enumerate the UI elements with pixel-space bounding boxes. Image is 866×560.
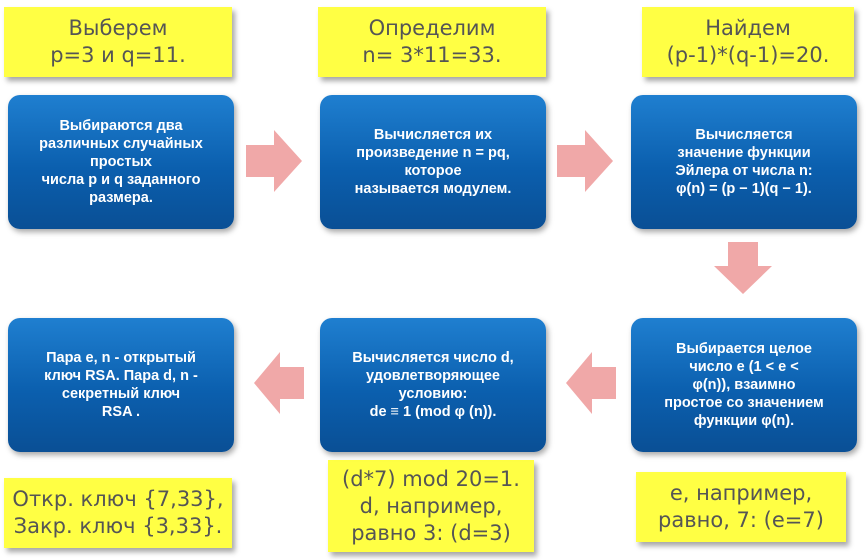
step-line: Эйлера от числа n: — [675, 163, 813, 179]
step-box-6 — [8, 318, 234, 452]
note-line: n= 3*11=33. — [362, 43, 502, 67]
step-box-4 — [631, 318, 857, 452]
note-line: Выберем — [68, 16, 168, 40]
step-line: значение функции — [677, 145, 811, 161]
note-line: Определим — [368, 16, 496, 40]
step-box-2 — [320, 95, 546, 229]
note-e-example — [636, 472, 846, 542]
step-line: секретный ключ — [61, 386, 181, 402]
note-d-example — [328, 460, 534, 552]
arrow-left-icon — [254, 352, 304, 414]
arrow-down-icon — [714, 242, 772, 294]
step-line: число e (1 < e < — [689, 359, 799, 375]
step-box-3 — [631, 95, 857, 229]
step-line: числа p и q заданного — [41, 172, 201, 188]
step-line: RSA . — [101, 404, 141, 420]
note-line: равно, 7: (e=7) — [658, 508, 824, 532]
note-line: d, например, — [359, 493, 503, 518]
step-line: условию: — [398, 386, 468, 402]
note-line: e, например, — [669, 481, 813, 505]
step-line: de ≡ 1 (mod φ (n)). — [369, 404, 497, 420]
step-line: различных случайных — [39, 136, 203, 152]
note-keys — [4, 478, 232, 548]
step-line: φ(n) = (p − 1)(q − 1). — [676, 181, 812, 197]
step-line: простое со значением — [664, 395, 824, 411]
step-line: произведение n = pq, — [356, 145, 510, 161]
step-line: простых — [90, 154, 152, 170]
step-box-5 — [320, 318, 546, 452]
step-line: Выбирается целое — [676, 341, 812, 357]
step-line: Выбираются два — [59, 118, 183, 134]
step-box-1 — [8, 95, 234, 229]
step-line: ключ RSA. Пара d, n - — [44, 368, 198, 384]
step-line: Пара e, n - открытый — [46, 350, 196, 366]
step-line: функции φ(n). — [693, 413, 795, 429]
step-line: размера. — [89, 190, 153, 206]
note-line: равно 3: (d=3) — [351, 520, 511, 545]
step-line: Вычисляется их — [373, 127, 493, 143]
note-find — [642, 7, 854, 77]
note-line: (d*7) mod 20=1. — [342, 466, 520, 491]
step-line: φ(n)), взаимно — [692, 377, 796, 393]
note-choose — [4, 7, 232, 77]
note-define — [318, 7, 546, 77]
arrow-right-icon — [246, 130, 302, 192]
note-line: Найдем — [705, 16, 791, 40]
step-line: называется модулем. — [354, 181, 512, 197]
arrow-left-icon — [566, 352, 616, 414]
step-line: которое — [404, 163, 462, 179]
note-line: p=3 и q=11. — [50, 43, 186, 67]
arrow-right-icon — [557, 130, 613, 192]
step-line: удовлетворяющее — [366, 368, 500, 384]
note-line: Откр. ключ {7,33}, — [12, 487, 224, 511]
step-line: Вычисляется — [695, 127, 793, 143]
note-line: Закр. ключ {3,33}. — [13, 514, 223, 538]
step-line: Вычисляется число d, — [352, 350, 514, 366]
note-line: (p-1)*(q-1)=20. — [666, 43, 830, 67]
